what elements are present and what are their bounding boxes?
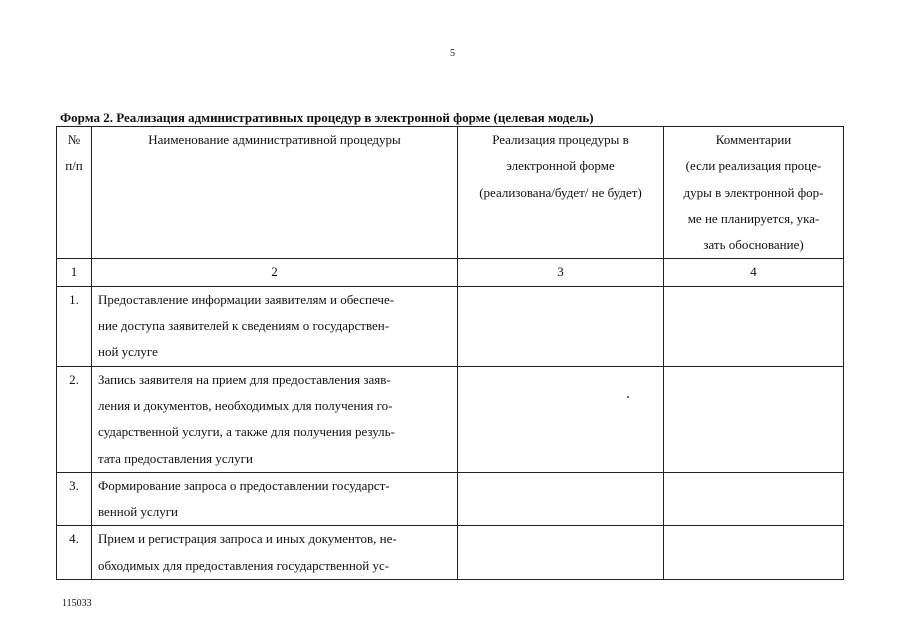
comment-cell: [664, 472, 844, 526]
procedure-line: ления и документов, необходимых для получения го-: [98, 397, 393, 413]
implementation-cell: [458, 366, 664, 472]
procedure-name: [92, 526, 458, 580]
column-index: 3: [458, 259, 664, 286]
header-impl: [458, 127, 664, 259]
header-name-text: Наименование административной процедуры: [148, 132, 401, 147]
header-num-line: п/п: [65, 158, 83, 174]
header-impl-line: Реализация процедуры в: [492, 132, 629, 147]
procedure-name: [92, 472, 458, 526]
comment-cell: [664, 286, 844, 366]
implementation-cell: [458, 286, 664, 366]
procedure-line: Формирование запроса о предоставлении государст-: [98, 477, 390, 493]
header-impl-line: электронной форме: [506, 158, 615, 174]
table-row: [57, 526, 844, 580]
scan-speck: [627, 396, 629, 398]
procedure-line: ние доступа заявителей к сведениям о государствен-: [98, 318, 390, 334]
header-comment-line: ме не планируется, ука-: [687, 210, 820, 226]
table-header-row: [57, 127, 844, 259]
implementation-cell: [458, 526, 664, 580]
procedure-line: обходимых для предоставления государственной ус-: [98, 557, 390, 573]
column-index: 4: [664, 259, 844, 286]
procedure-line: ной услуге: [98, 344, 158, 360]
procedure-line: венной услуги: [98, 504, 178, 520]
procedure-line: Запись заявителя на прием для предоставления заяв-: [98, 371, 391, 387]
row-number: 3.: [57, 472, 92, 526]
header-comment-line: Комментарии: [715, 132, 792, 147]
row-number: 1.: [57, 286, 92, 366]
header-comment-line: дуры в электронной фор-: [683, 184, 824, 200]
column-index: 2: [92, 259, 458, 286]
table-row: [57, 286, 844, 366]
table-row: [57, 472, 844, 526]
procedures-table: [56, 126, 844, 580]
procedure-line: Предоставление информации заявителям и обеспече-: [98, 291, 395, 307]
row-number: 2.: [57, 366, 92, 472]
procedure-line: тата предоставления услуги: [98, 450, 253, 466]
column-index-row: [57, 259, 844, 286]
form-title: Форма 2. Реализация административных процедур в электронной форме (целевая модель): [60, 110, 594, 125]
procedure-line: Прием и регистрация запроса и иных документов, не-: [98, 531, 397, 547]
header-num: [57, 127, 92, 259]
procedure-name: [92, 366, 458, 472]
comment-cell: [664, 366, 844, 472]
implementation-cell: [458, 472, 664, 526]
page-number: 5: [450, 48, 455, 59]
column-index: 1: [57, 259, 92, 286]
document-code: 115033: [62, 598, 92, 609]
table-row: [57, 366, 844, 472]
header-comment-line: (если реализация проце-: [685, 158, 822, 174]
procedure-name: [92, 286, 458, 366]
row-number: 4.: [57, 526, 92, 580]
comment-cell: [664, 526, 844, 580]
header-impl-line: (реализована/будет/ не будет): [479, 184, 642, 200]
header-comment: [664, 127, 844, 259]
header-name: [92, 127, 458, 259]
header-comment-line: зать обоснование): [703, 237, 804, 253]
header-num-line: №: [67, 132, 81, 147]
procedure-line: сударственной услуги, а также для получения резуль-: [98, 424, 395, 440]
